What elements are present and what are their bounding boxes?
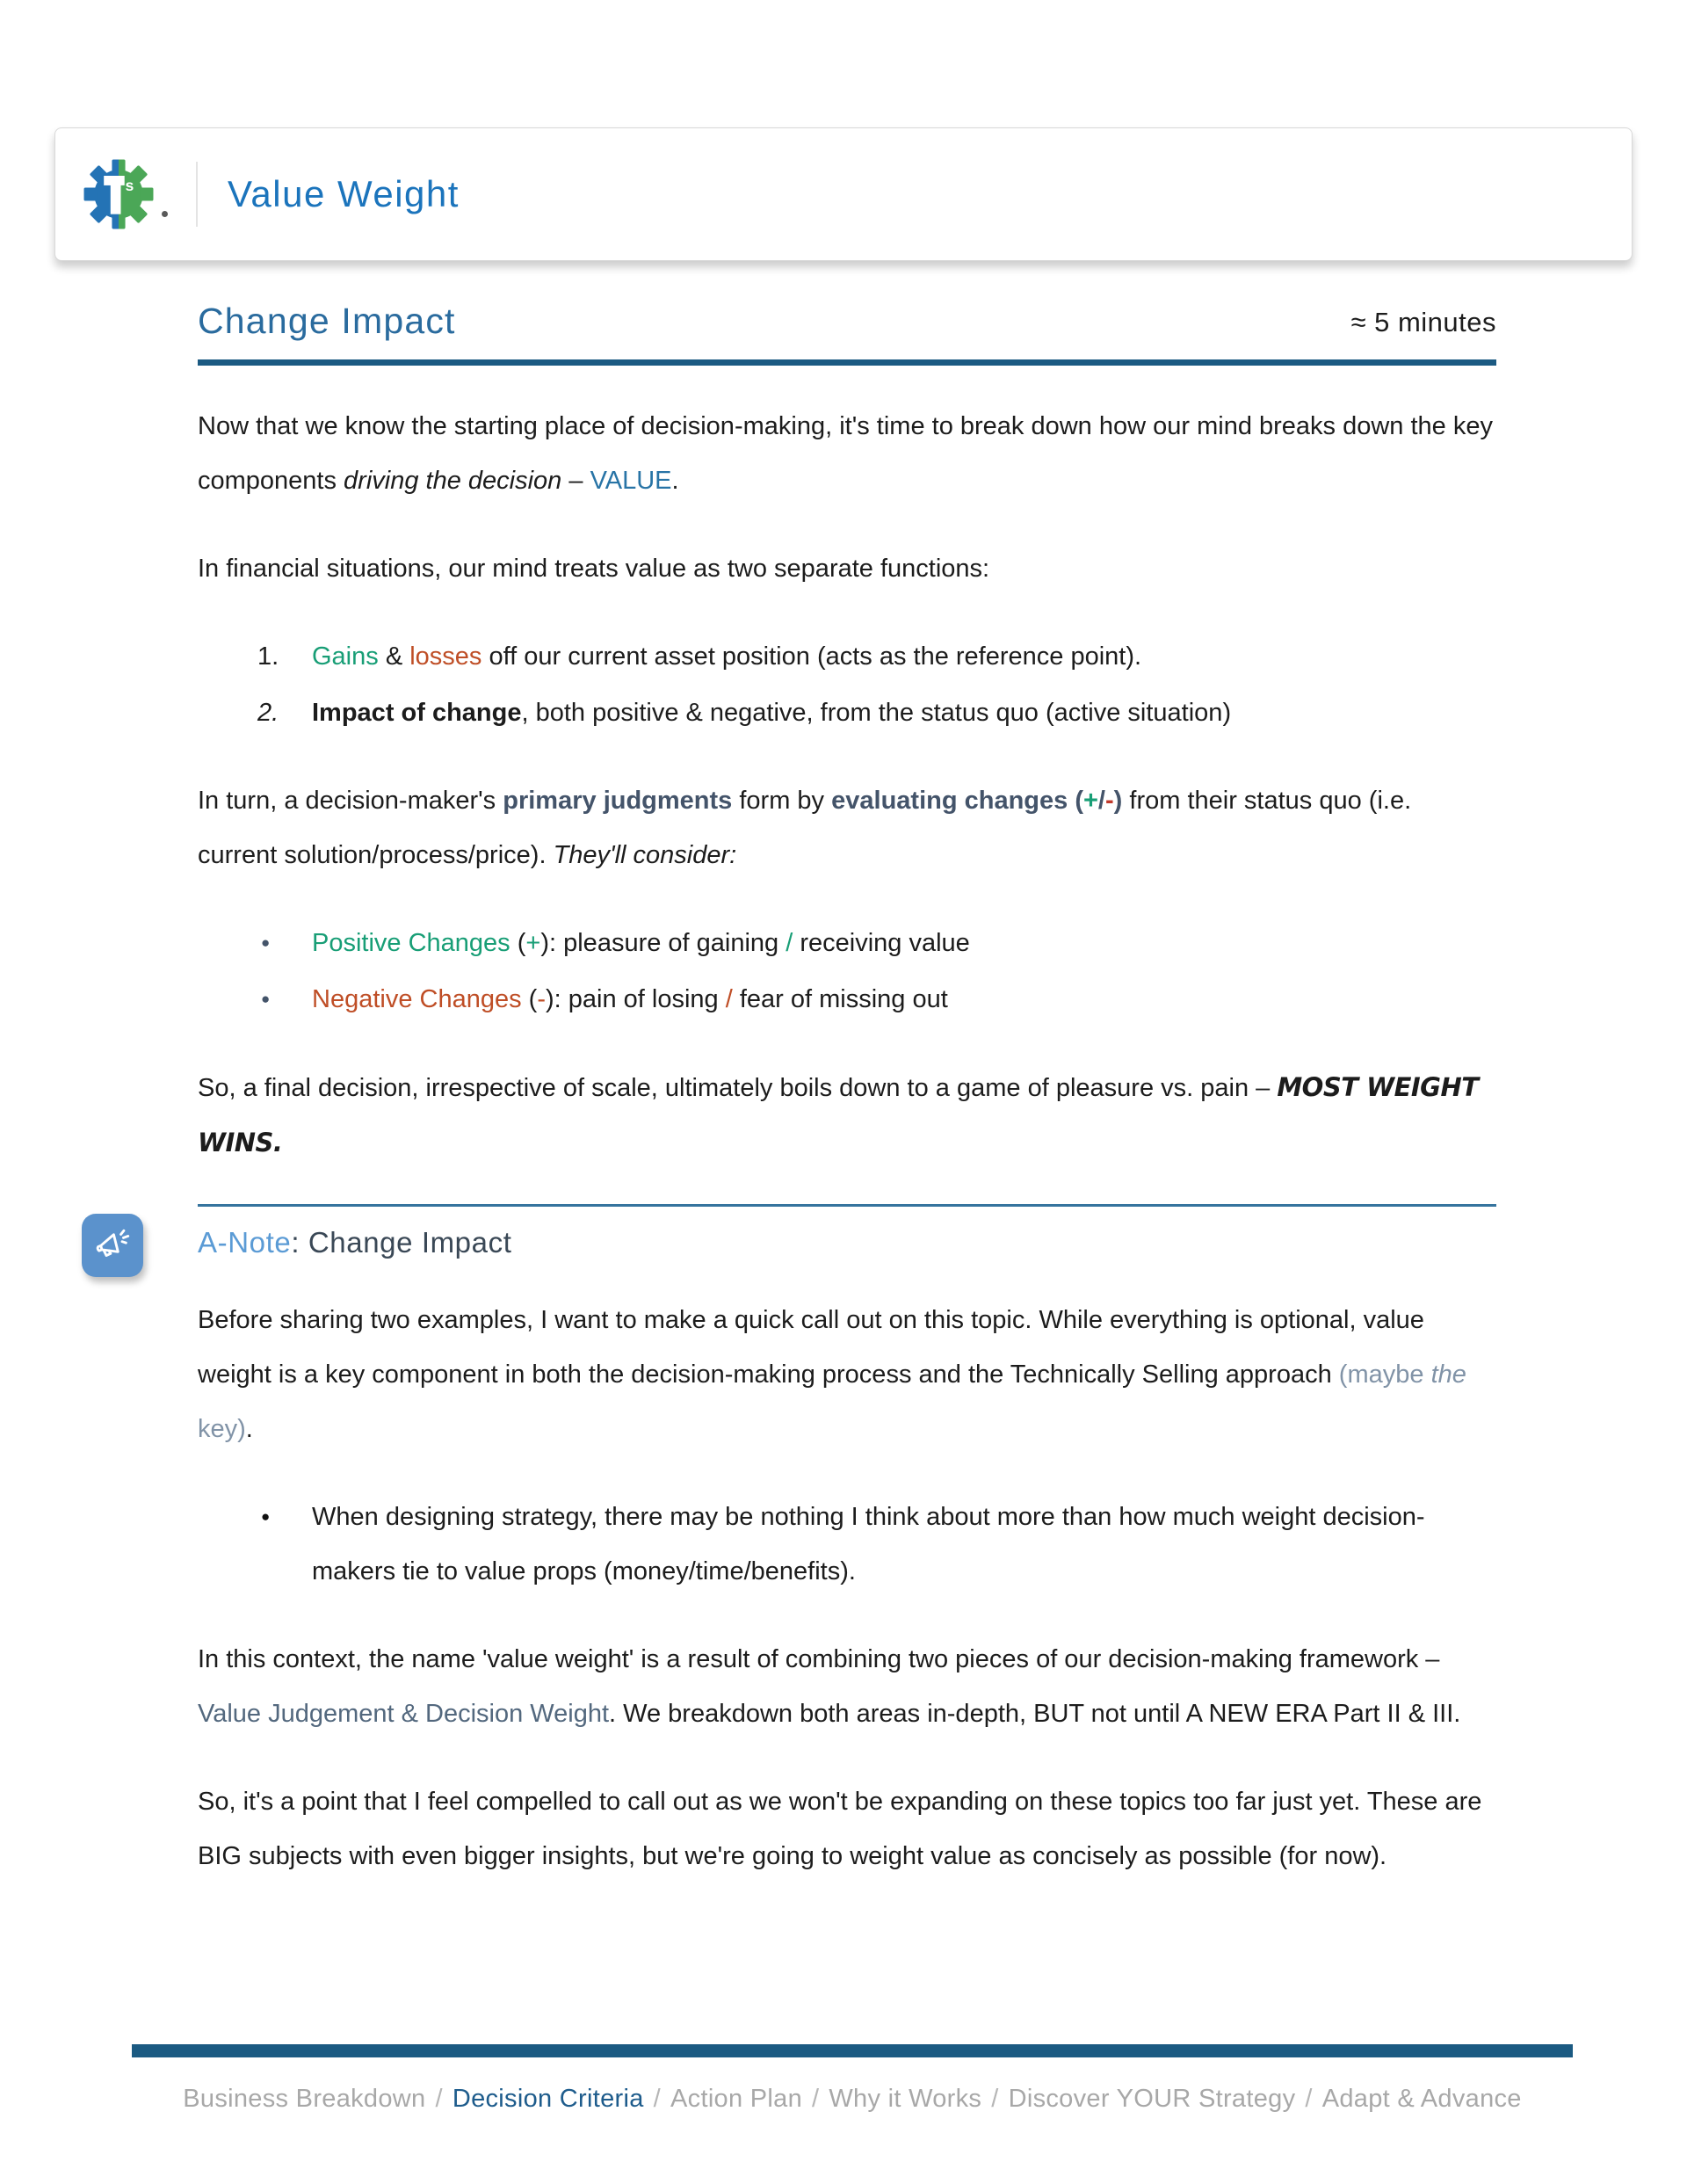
- paragraph-context: In this context, the name 'value weight' is a result of combining two pieces of our decision-making framework – Value Judgement & Decision Weight. We breakdown both areas in-depth, BUT not until A NEW ERA Part II & III.: [198, 1645, 1461, 1728]
- framework-terms: Value Judgement & Decision Weight: [198, 1700, 610, 1728]
- functions-list: [198, 629, 1496, 740]
- paragraph-final: So, a final decision, irrespective of scale, ultimately boils down to a game of pleasure vs. pain – MOST WEIGHT WINS.: [198, 1072, 1479, 1157]
- note-heading: A-Note: Change Impact: [198, 1226, 1496, 1259]
- breadcrumb-separator: /: [653, 2085, 662, 2113]
- lesson-content: [198, 301, 1496, 1917]
- list-item: ● Positive Changes (+): pleasure of gaining / receiving value: [312, 916, 1496, 970]
- page-title: Value Weight: [228, 173, 460, 214]
- changes-list: [198, 916, 1496, 1027]
- breadcrumb-separator: /: [991, 2085, 999, 2113]
- paragraph-judgments: In turn, a decision-maker's primary judgments form by evaluating changes (+/-) from their status quo (i.e. current solution/process/price). They'll consider:: [198, 787, 1412, 869]
- header-card: [54, 127, 1633, 261]
- note-topic: Change Impact: [308, 1226, 512, 1259]
- gear-logo-icon: [82, 157, 156, 231]
- breadcrumb-separator: /: [435, 2085, 443, 2113]
- list-item: 1. Gains & losses off our current asset position (acts as the reference point).: [312, 629, 1496, 684]
- paragraph-functions: In financial situations, our mind treats value as two separate functions:: [198, 555, 990, 583]
- list-number: 1.: [257, 642, 279, 671]
- most-weight-wins-callout: MOST WEIGHT WINS.: [198, 1072, 1479, 1157]
- list-item: 2. Impact of change, both positive & negative, from the status quo (active situation): [312, 686, 1496, 740]
- note-label: A-Note: [198, 1226, 292, 1259]
- course-breadcrumb: [132, 2085, 1573, 2114]
- list-number: 2.: [257, 699, 279, 727]
- list-item: ● Negative Changes (-): pain of losing / fear of missing out: [312, 972, 1496, 1027]
- breadcrumb-item-adapt-advance[interactable]: Adapt & Advance: [1321, 2085, 1522, 2113]
- header-divider: [196, 162, 198, 227]
- reading-time: ≈ 5 minutes: [1350, 307, 1496, 337]
- breadcrumb-item-action-plan[interactable]: Action Plan: [670, 2085, 803, 2113]
- section-header: [198, 301, 1496, 342]
- megaphone-icon: [82, 1214, 143, 1277]
- trademark-dot: [162, 211, 168, 217]
- paragraph-closing: So, it's a point that I feel compelled to call out as we won't be expanding on these topics too far just yet. These are BIG subjects with even bigger insights, but we're going to weight value as concisely as possible (for now).: [198, 1788, 1482, 1870]
- section-rule: [198, 359, 1496, 366]
- footer-rule: [132, 2044, 1573, 2057]
- paragraph-callout: Before sharing two examples, I want to make a quick call out on this topic. While everything is optional, value weight is a key component in both the decision-making process and the Technically Selling approach (maybe the key).: [198, 1306, 1466, 1443]
- list-item: ● When designing strategy, there may be nothing I think about more than how much weight decision-makers tie to value props (money/time/benefits).: [312, 1490, 1496, 1599]
- strategy-list: [198, 1490, 1496, 1599]
- value-keyword: VALUE: [590, 467, 672, 495]
- breadcrumb-item-why-it-works[interactable]: Why it Works: [829, 2085, 982, 2113]
- breadcrumb-separator: /: [1305, 2085, 1313, 2113]
- svg-text:s: s: [125, 176, 134, 194]
- breadcrumb-separator: /: [812, 2085, 820, 2113]
- breadcrumb-item-decision-criteria[interactable]: Decision Criteria: [452, 2085, 644, 2113]
- breadcrumb-item-discover-your-strategy[interactable]: Discover YOUR Strategy: [1008, 2085, 1296, 2113]
- section-title: Change Impact: [198, 301, 456, 341]
- breadcrumb-item-business-breakdown[interactable]: Business Breakdown: [183, 2085, 426, 2113]
- brand-logo: [82, 157, 156, 231]
- note-divider-rule: [198, 1204, 1496, 1207]
- paragraph-intro: Now that we know the starting place of decision-making, it's time to break down how our mind breaks down the key components driving the decision – VALUE.: [198, 412, 1493, 495]
